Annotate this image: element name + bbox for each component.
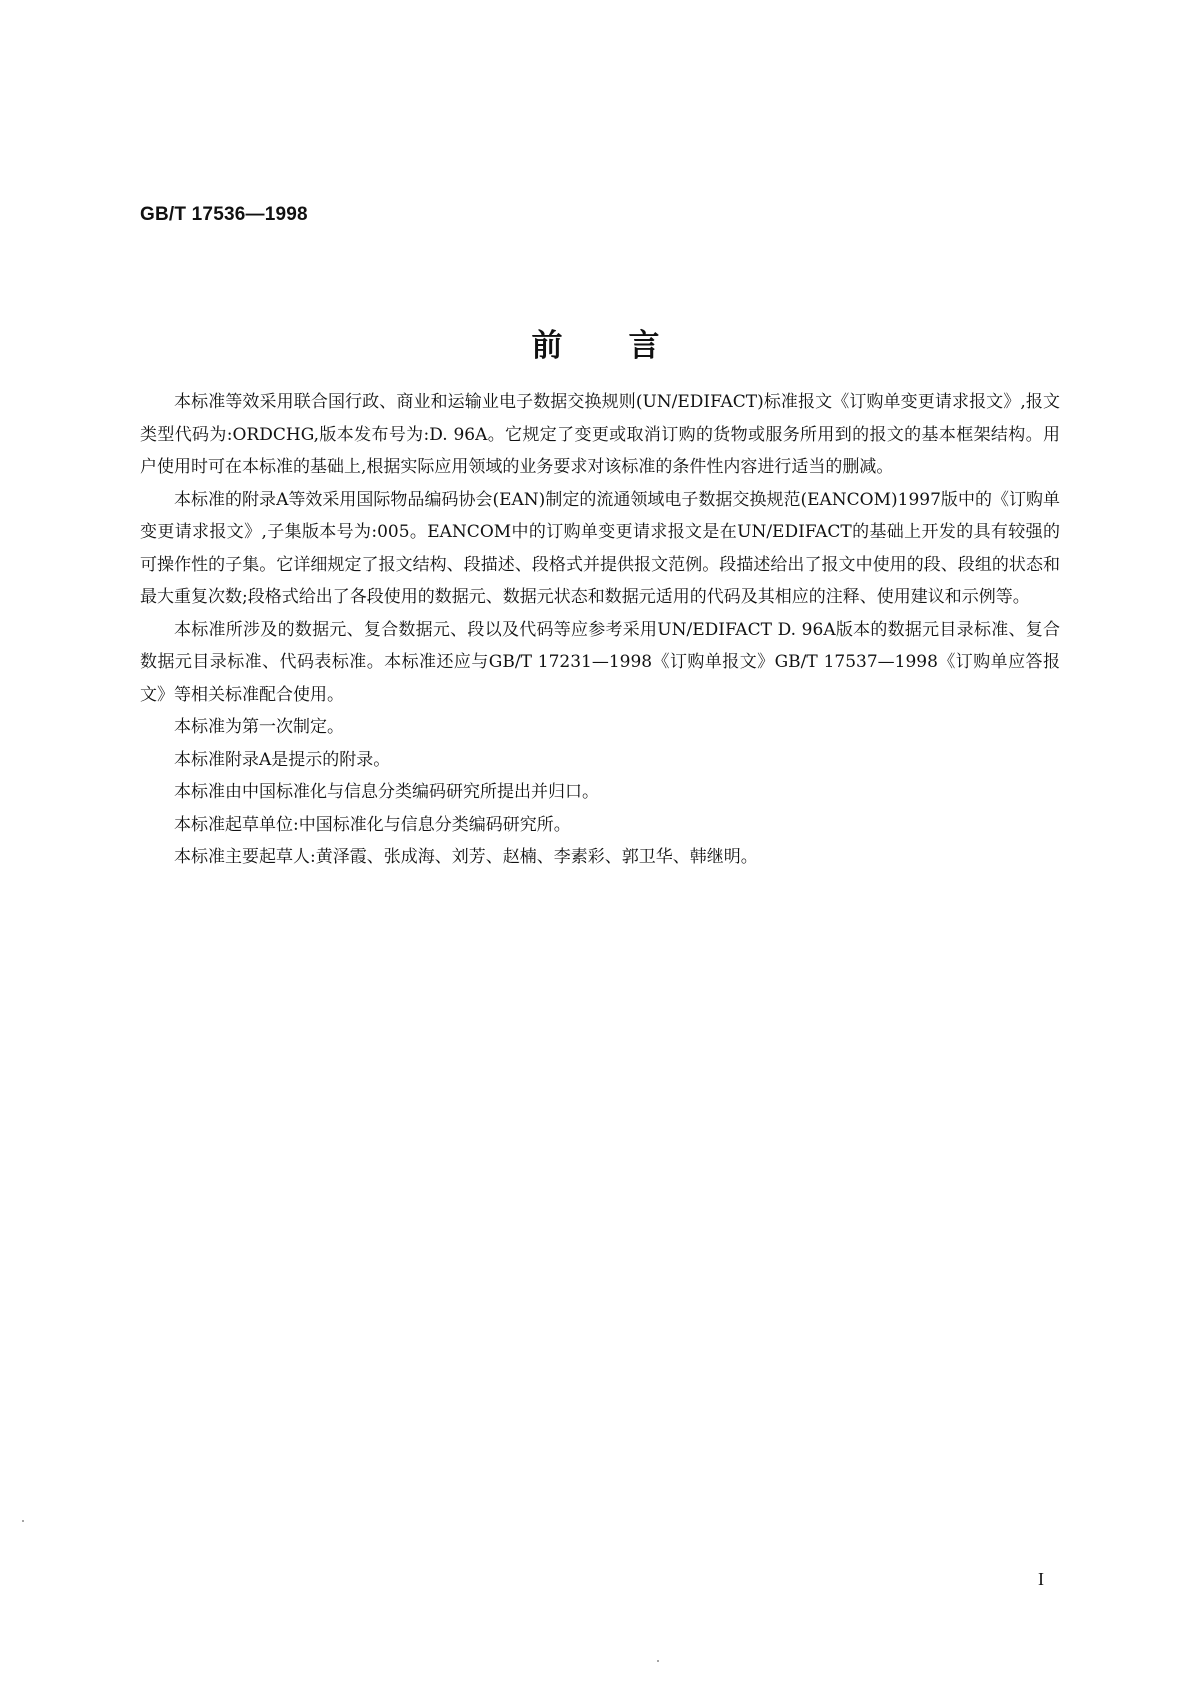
paragraph-first-edition: 本标准为第一次制定。 xyxy=(174,717,344,737)
scan-speck xyxy=(22,1520,24,1522)
paragraph-references: 本标准所涉及的数据元、复合数据元、段以及代码等应参考采用UN/EDIFACT D. 96A版本的数据元目录标准、复合数据元目录标准、代码表标准。本标准还应与GB/T 17231—1998《订购单报文》GB/T 17537—1998《订购单应答报文》等相关标准配合使用。 xyxy=(140,619,1060,705)
scan-speck xyxy=(657,1660,659,1662)
paragraph-appendix-note: 本标准附录A是提示的附录。 xyxy=(174,749,391,770)
paragraph-appendix-a: 本标准的附录A等效采用国际物品编码协会(EAN)制定的流通领域电子数据交换规范(EANCOM)1997版中的《订购单变更请求报文》,子集版本号为:005。EANCOM中的订购单变更请求报文是在UN/EDIFACT的基础上开发的具有较强的可操作性的子集。它详细规定了报文结构、段描述、段格式并提供报文范例。段描述给出了报文中使用的段、段组的状态和最大重复次数;段格式给出了各段使用的数据元、数据元状态和数据元适用的代码及其相应的注释、使用建议和示例等。 xyxy=(140,489,1060,607)
page-title: 前言 xyxy=(531,328,726,364)
paragraph-drafting-unit: 本标准起草单位:中国标准化与信息分类编码研究所。 xyxy=(174,814,571,835)
page-number: I xyxy=(1038,1569,1044,1589)
foreword-body xyxy=(140,386,1060,874)
paragraph-proposer: 本标准由中国标准化与信息分类编码研究所提出并归口。 xyxy=(174,782,599,802)
paragraph-adoption: 本标准等效采用联合国行政、商业和运输业电子数据交换规则(UN/EDIFACT)标准报文《订购单变更请求报文》,报文类型代码为:ORDCHG,版本发布号为:D. 96A。它规定了变更或取消订购的货物或服务所用到的报文的基本框架结构。用户使用时可在本标准的基础上,根据实际应用领域的业务要求对该标准的条件性内容进行适当的删减。 xyxy=(140,392,1060,477)
paragraph-drafters: 本标准主要起草人:黄泽霞、张成海、刘芳、赵楠、李素彩、郭卫华、韩继明。 xyxy=(174,847,758,867)
standard-code: GB/T 17536—1998 xyxy=(140,204,308,225)
